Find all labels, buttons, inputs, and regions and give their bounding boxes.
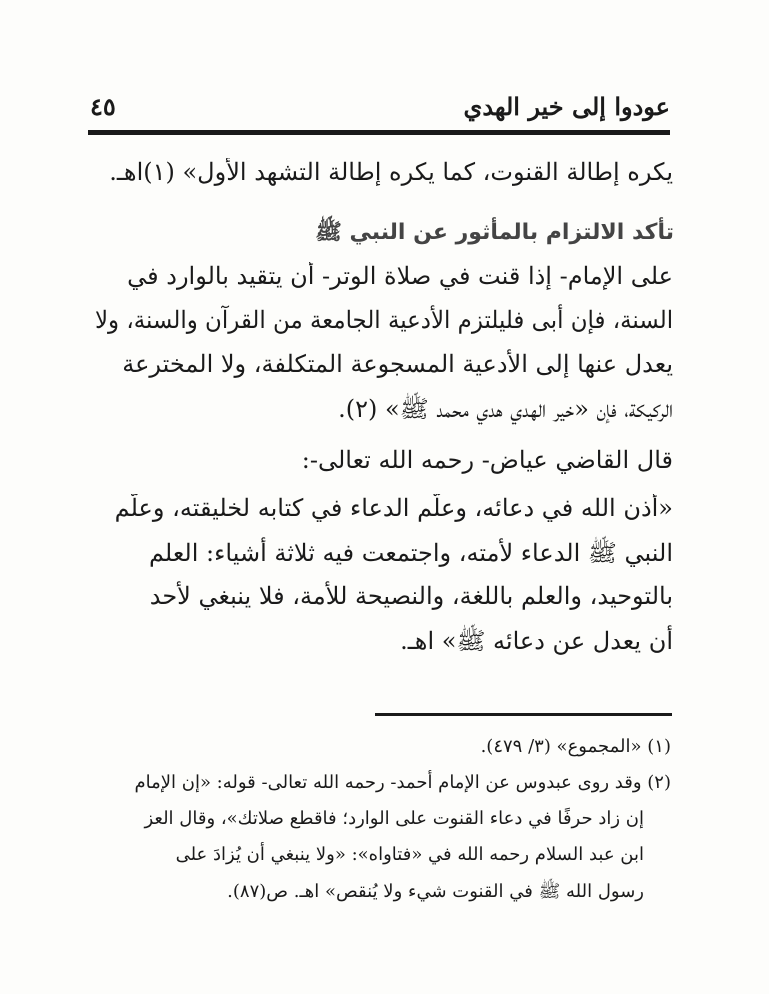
body-line: يعدل عنها إلى الأدعية المسجوعة المتكلفة، ولا المخترعة [122, 350, 673, 378]
body-line: بالتوحيد، والعلم باللغة، والنصيحة للأمة، فلا ينبغي لأحد [149, 582, 673, 610]
footnote-divider [375, 713, 672, 716]
paragraph-1 [95, 262, 673, 442]
footnote-2-line: إن زاد حرفًا في دعاء القنوت على الوارد؛ فاقطع صلاتك»، وقال العز [144, 808, 644, 829]
footnote-2-line: رسول الله ﷺ في القنوت شيء ولا يُنقص» اهـ. ص(٨٧). [227, 881, 644, 902]
body-line: يكره إطالة القنوت، كما يكره إطالة التشهد الأول» (١)اهـ. [109, 158, 673, 186]
body-line: قال القاضي عياض- رحمه الله تعالى-: [301, 446, 673, 474]
footnote-2-line: ابن عبد السلام رحمه الله في «فتاواه»: «ولا ينبغي أن يُزادَ على [175, 844, 644, 865]
footnote-2-line: (٢) وقد روى عبدوس عن الإمام أحمد- رحمه الله تعالى- قوله: «إن الإمام [134, 772, 671, 793]
running-header [90, 92, 670, 128]
body-line: السنة، فإن أبى فليلتزم الأدعية الجامعة من القرآن والسنة، ولا [95, 306, 673, 334]
body-line: الركيكة، فإن «خير الهدي هدي محمد ﷺ» (٢). [338, 395, 673, 423]
continuation-line [95, 158, 673, 192]
body-line: على الإمام- إذا قنت في صلاة الوتر- أن يتقيد بالوارد في [127, 262, 673, 290]
section-heading: تأكد الالتزام بالمأثور عن النبي ﷺ [315, 220, 674, 245]
paragraph-2 [95, 446, 673, 484]
body-line: «أذن الله في دعائه، وعلَّم الدعاء في كتابه لخليقته، وعلَّم [114, 494, 673, 522]
footnote-1: (١) «المجموع» (٣/ ٤٧٩). [480, 736, 671, 757]
body-line: النبي ﷺ الدعاء لأمته، واجتمعت فيه ثلاثة أشياء: العلم [148, 539, 673, 567]
paragraph-3 [95, 494, 673, 674]
page-number: ٤٥ [90, 92, 116, 121]
header-divider [88, 130, 670, 135]
book-title: عودوا إلى خير الهدي [463, 92, 670, 121]
body-line: أن يعدل عن دعائه ﷺ» اهـ. [400, 627, 673, 655]
